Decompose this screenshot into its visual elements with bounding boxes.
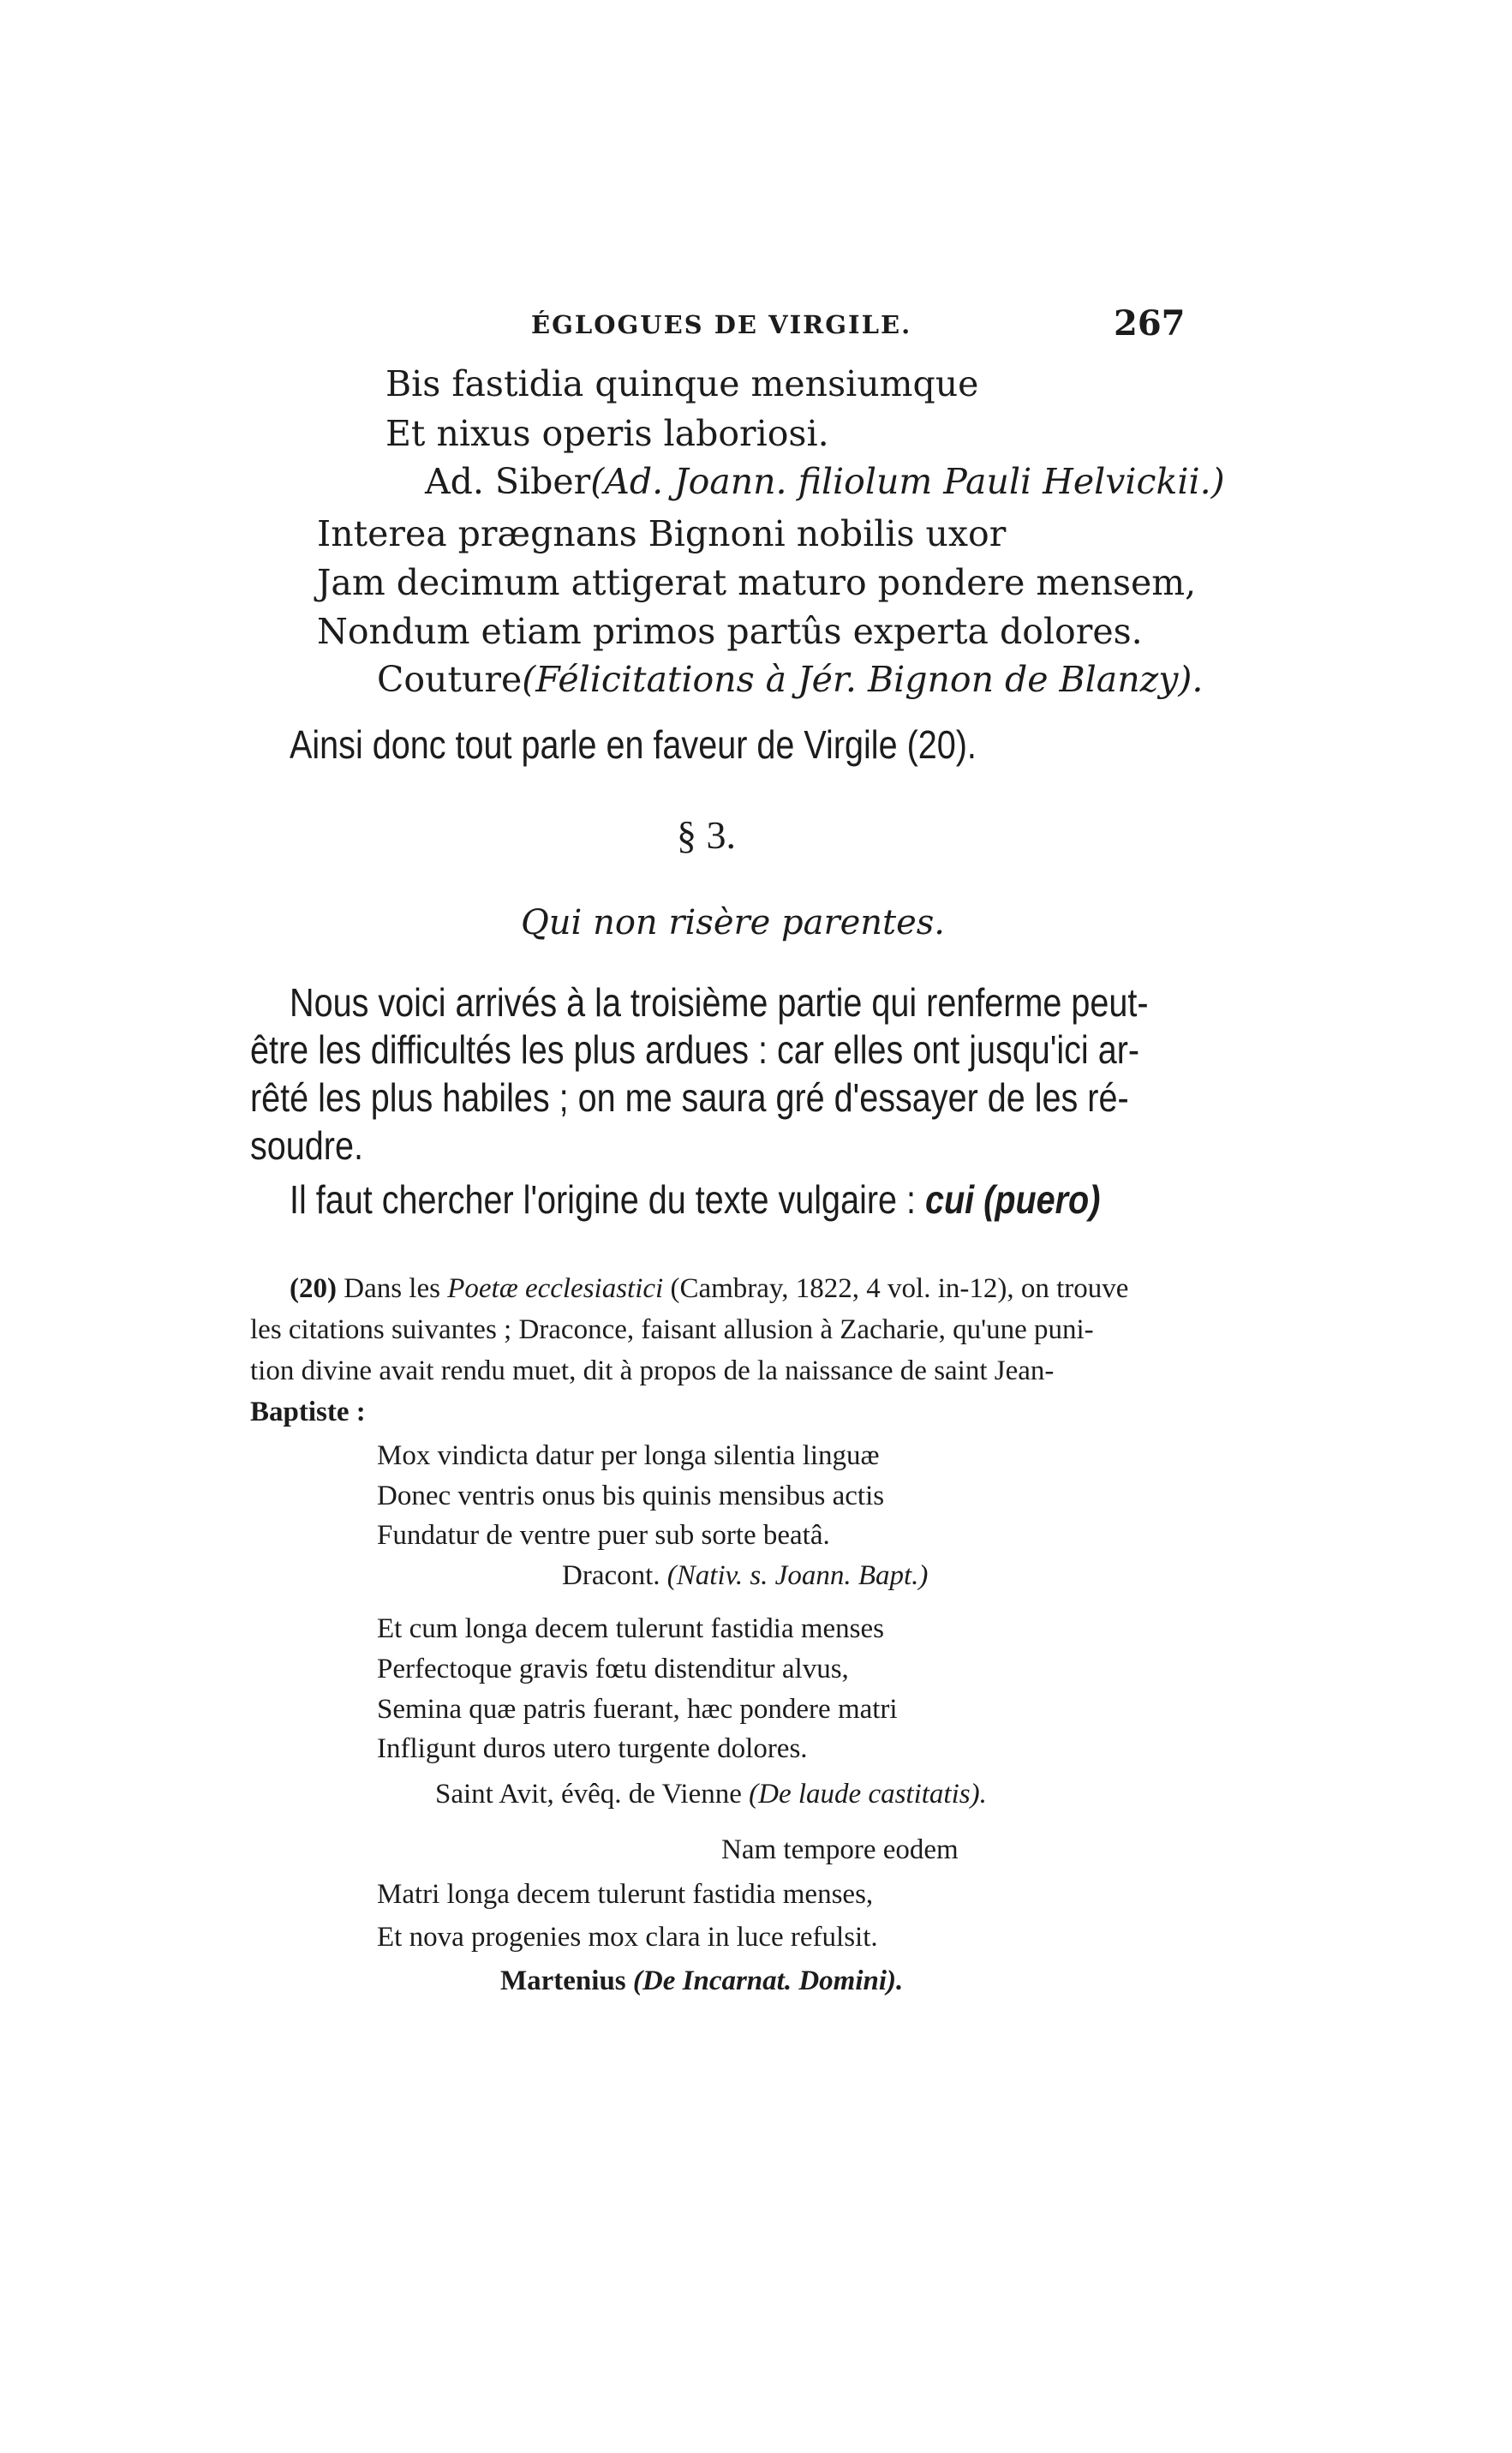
verse-line: Jam decimum attigerat maturo pondere mensem, — [317, 562, 1197, 603]
footnote-verse: Infligunt duros utero turgente dolores. — [377, 1733, 808, 1764]
footnote-line: tion divine avait rendu muet, dit à propos de la naissance de saint Jean- — [250, 1355, 1055, 1386]
footnote-text: Dans les — [344, 1273, 448, 1304]
body-line: Nous voici arrivés à la troisième partie qui renferme peut- — [290, 980, 1149, 1025]
footnote-text: (Cambray, 1822, 4 vol. in-12), on trouve — [663, 1273, 1129, 1304]
footnote-verse: Et cum longa decem tulerunt fastidia menses — [377, 1613, 884, 1644]
footnote-verse: Matri longa decem tulerunt fastidia menses, — [377, 1879, 874, 1910]
footnote-verse: Perfectoque gravis fœtu distenditur alvus, — [377, 1654, 849, 1684]
footnote-verse: Fundatur de ventre puer sub sorte beatâ. — [377, 1520, 830, 1551]
footnote-verse: Mox vindicta datur per longa silentia linguæ — [377, 1440, 880, 1471]
conclusion: Ainsi donc tout parle en faveur de Virgile (20). — [290, 722, 977, 767]
footnote-attribution — [562, 1562, 928, 1590]
footnote-verse: Nam tempore eodem — [721, 1834, 959, 1865]
footnote-verse: Et nova progenies mox clara in luce refulsit. — [377, 1922, 878, 1953]
attribution-work: (Nativ. s. Joann. Bapt.) — [666, 1560, 929, 1591]
body-text: Il faut chercher l'origine du texte vulgaire : — [290, 1177, 926, 1222]
section-number: § 3. — [677, 813, 736, 857]
attribution-work: (De Incarnat. Domini). — [632, 1965, 904, 1996]
verse-line: Et nixus operis laboriosi. — [385, 413, 829, 454]
page-number: 267 — [1114, 303, 1186, 344]
footnote-verse: Donec ventris onus bis quinis mensibus actis — [377, 1481, 885, 1511]
attribution-name: Saint Avit, évêq. de Vienne — [435, 1779, 750, 1810]
body-italic: cui (puero) — [925, 1177, 1101, 1222]
footnote-italic: Poetæ ecclesiastici — [447, 1273, 664, 1304]
attribution-work: (Félicitations à Jér. Bignon de Blanzy). — [522, 659, 1204, 700]
verse-line: Interea prægnans Bignoni nobilis uxor — [317, 513, 1007, 554]
attribution-name: Couture — [377, 659, 523, 700]
body-line: soudre. — [250, 1123, 363, 1168]
footnote-line — [290, 1275, 1128, 1303]
attribution-name: Dracont. — [562, 1560, 667, 1591]
running-title: ÉGLOGUES DE VIRGILE. — [531, 310, 912, 339]
attribution-work: (De laude castitatis). — [749, 1779, 987, 1810]
body-line — [290, 1177, 1101, 1222]
attribution-work: (Ad. Joann. filiolum Pauli Helvickii.) — [590, 461, 1225, 502]
attribution — [377, 659, 1204, 700]
body-line: rêté les plus habiles ; on me saura gré d'essayer de les ré- — [250, 1075, 1129, 1120]
footnote-marker: (20) — [290, 1273, 337, 1304]
footnote-line: Baptiste : — [250, 1397, 366, 1427]
body-line: être les difficultés les plus ardues : car elles ont jusqu'ici ar- — [250, 1027, 1140, 1072]
section-subtitle: Qui non risère parentes. — [521, 903, 945, 942]
attribution-name: Martenius — [500, 1965, 633, 1996]
verse-line: Bis fastidia quinque mensiumque — [385, 363, 979, 404]
attribution-name: Ad. Siber — [425, 461, 591, 502]
footnote-verse: Semina quæ patris fuerant, hæc pondere matri — [377, 1694, 898, 1725]
footnote-attribution — [500, 1967, 903, 1995]
footnote-attribution — [435, 1780, 987, 1809]
attribution — [425, 461, 1225, 502]
verse-line: Nondum etiam primos partûs experta dolores. — [317, 611, 1143, 652]
footnote-line: les citations suivantes ; Draconce, faisant allusion à Zacharie, qu'une puni- — [250, 1314, 1094, 1345]
